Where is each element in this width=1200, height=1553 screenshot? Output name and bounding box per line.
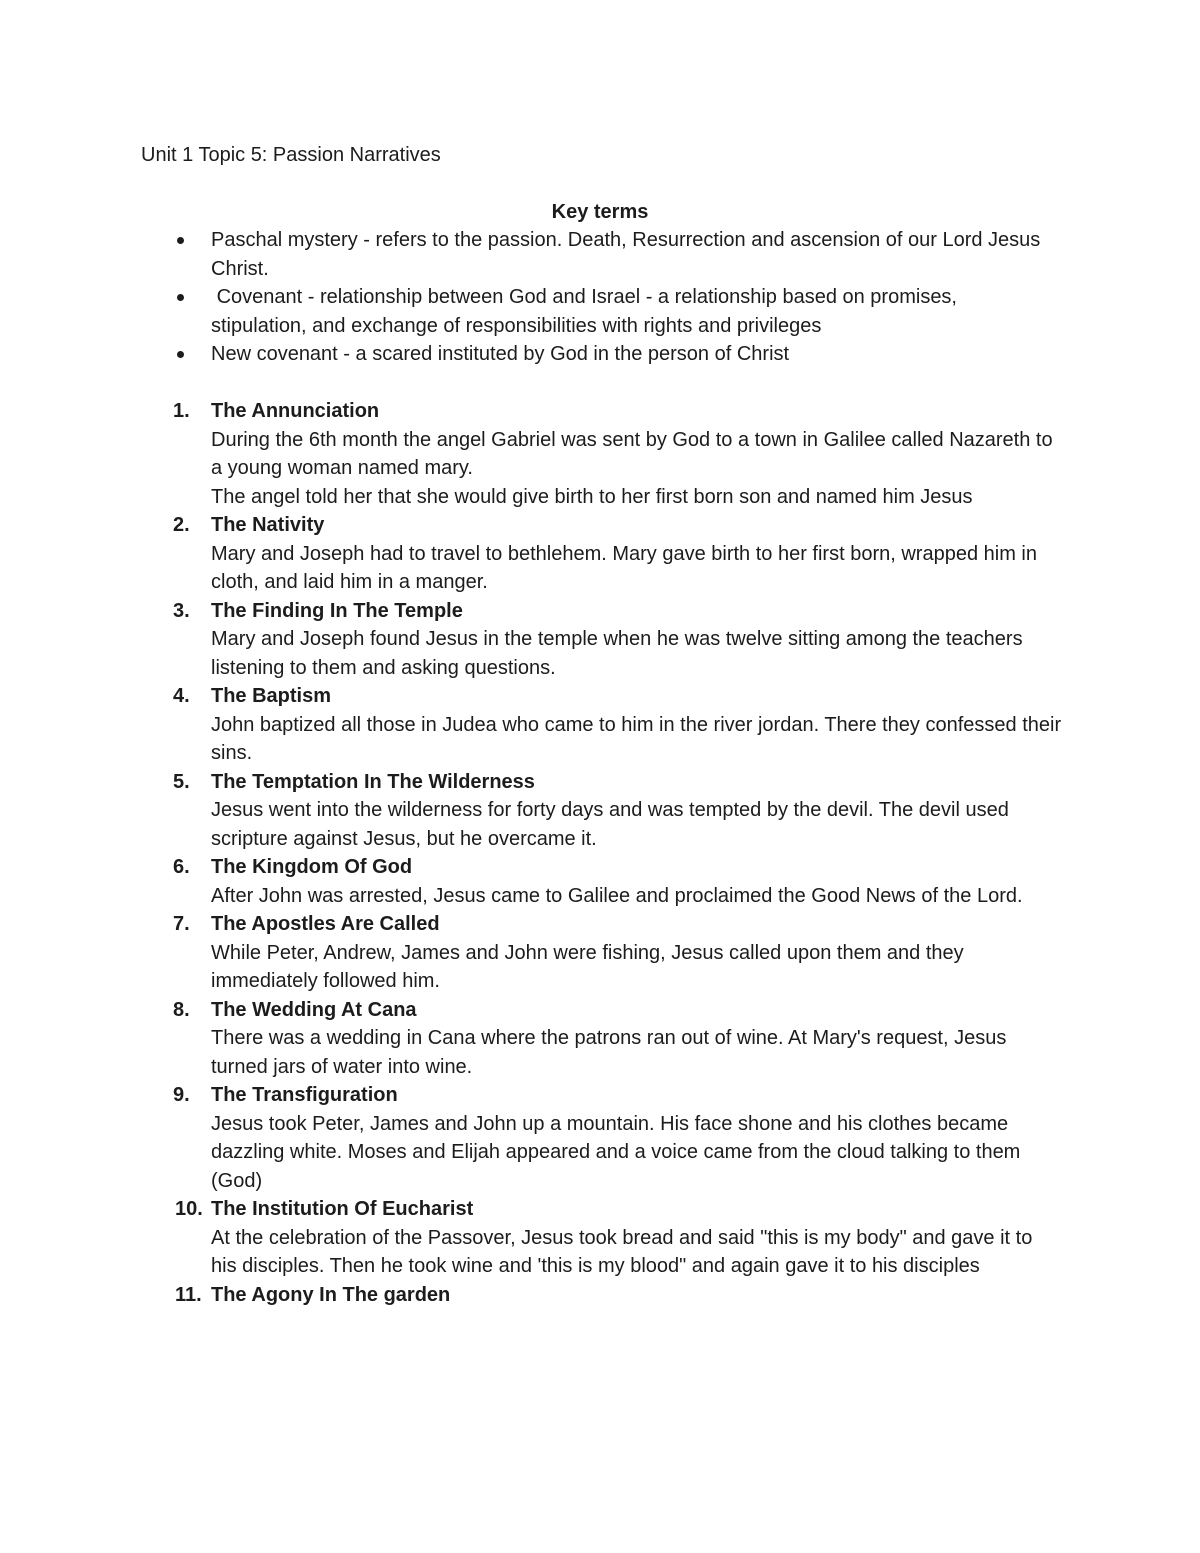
- event-number: 3.: [173, 599, 190, 622]
- event-item: [173, 397, 1063, 511]
- key-term-item: [177, 283, 1057, 340]
- bullet-icon: [177, 237, 184, 244]
- event-title: The Transfiguration: [211, 1084, 398, 1106]
- event-description: While Peter, Andrew, James and John were fishing, Jesus called upon them and they immediately followed him.: [211, 941, 964, 992]
- event-number: 8.: [173, 998, 190, 1021]
- event-item: [173, 511, 1063, 597]
- event-description: There was a wedding in Cana where the patrons ran out of wine. At Mary's request, Jesus turned jars of water into wine.: [211, 1027, 1007, 1078]
- event-number: 4.: [173, 685, 190, 707]
- event-description: After John was arrested, Jesus came to Galilee and proclaimed the Good News of the Lord.: [211, 884, 1023, 907]
- event-title: The Finding In The Temple: [211, 599, 463, 622]
- key-term-text: Covenant - relationship between God and Israel - a relationship based on promises, stipulation, and exchange of responsibilities with rights and privileges: [211, 286, 963, 337]
- event-item: [173, 1081, 1063, 1195]
- event-title: The Baptism: [211, 685, 332, 707]
- event-title: The Annunciation: [211, 400, 380, 422]
- document-title: Unit 1 Topic 5: Passion Narratives: [141, 144, 441, 166]
- event-item: [173, 853, 1063, 910]
- key-term-text: New covenant - a scared instituted by God in the person of Christ: [211, 343, 790, 365]
- event-description: John baptized all those in Judea who came to him in the river jordan. There they confessed their sins.: [211, 713, 1062, 764]
- event-item: [173, 1281, 1063, 1310]
- event-number: 10.: [175, 1198, 203, 1220]
- event-number: 2.: [173, 514, 190, 536]
- event-title: The Apostles Are Called: [211, 913, 440, 935]
- key-terms-list: [177, 226, 1057, 369]
- event-item: [173, 996, 1063, 1082]
- event-item: [173, 597, 1063, 683]
- event-description: Jesus went into the wilderness for forty days and was tempted by the devil. The devil used scripture against Jesus, but he overcame it.: [211, 799, 1009, 850]
- event-title: The Nativity: [211, 514, 325, 536]
- event-description: During the 6th month the angel Gabriel was sent by God to a town in Galilee called Nazareth to a young woman named mary.: [211, 428, 1053, 479]
- event-item: [173, 910, 1063, 996]
- event-title: The Wedding At Cana: [211, 998, 417, 1021]
- event-title: The Institution Of Eucharist: [211, 1198, 474, 1220]
- event-description: The angel told her that she would give birth to her first born son and named him Jesus: [211, 485, 973, 508]
- event-title: The Agony In The garden: [211, 1283, 451, 1306]
- event-number: 7.: [173, 913, 190, 935]
- key-term-text: Paschal mystery - refers to the passion. Death, Resurrection and ascension of our Lord Jesus Christ.: [211, 229, 1041, 280]
- key-term-item: [177, 226, 1057, 283]
- event-number: 9.: [173, 1084, 190, 1106]
- bullet-icon: [177, 294, 184, 301]
- event-number: 1.: [173, 400, 190, 422]
- events-list: [173, 397, 1063, 1309]
- key-term-item: [177, 340, 1057, 369]
- event-title: The Temptation In The Wilderness: [211, 770, 535, 793]
- event-number: 11.: [175, 1283, 202, 1306]
- event-number: 5.: [173, 770, 190, 793]
- event-item: [173, 682, 1063, 768]
- event-item: [173, 768, 1063, 854]
- event-title: The Kingdom Of God: [211, 856, 413, 878]
- event-item: [173, 1195, 1063, 1281]
- event-description: Mary and Joseph had to travel to bethlehem. Mary gave birth to her first born, wrapped him in cloth, and laid him in a manger.: [211, 542, 1037, 593]
- event-description: Mary and Joseph found Jesus in the temple when he was twelve sitting among the teachers listening to them and asking questions.: [211, 628, 1023, 679]
- event-number: 6.: [173, 856, 190, 878]
- key-terms-heading: Key terms: [551, 201, 649, 223]
- bullet-icon: [177, 351, 184, 358]
- event-description: Jesus took Peter, James and John up a mountain. His face shone and his clothes became dazzling white. Moses and Elijah appeared and a voice came from the cloud talking to them (God): [211, 1112, 1021, 1192]
- event-description: At the celebration of the Passover, Jesus took bread and said "this is my body" and gave it to his disciples. Then he took wine and 'this is my blood" and again gave it to his disciples: [211, 1226, 1033, 1277]
